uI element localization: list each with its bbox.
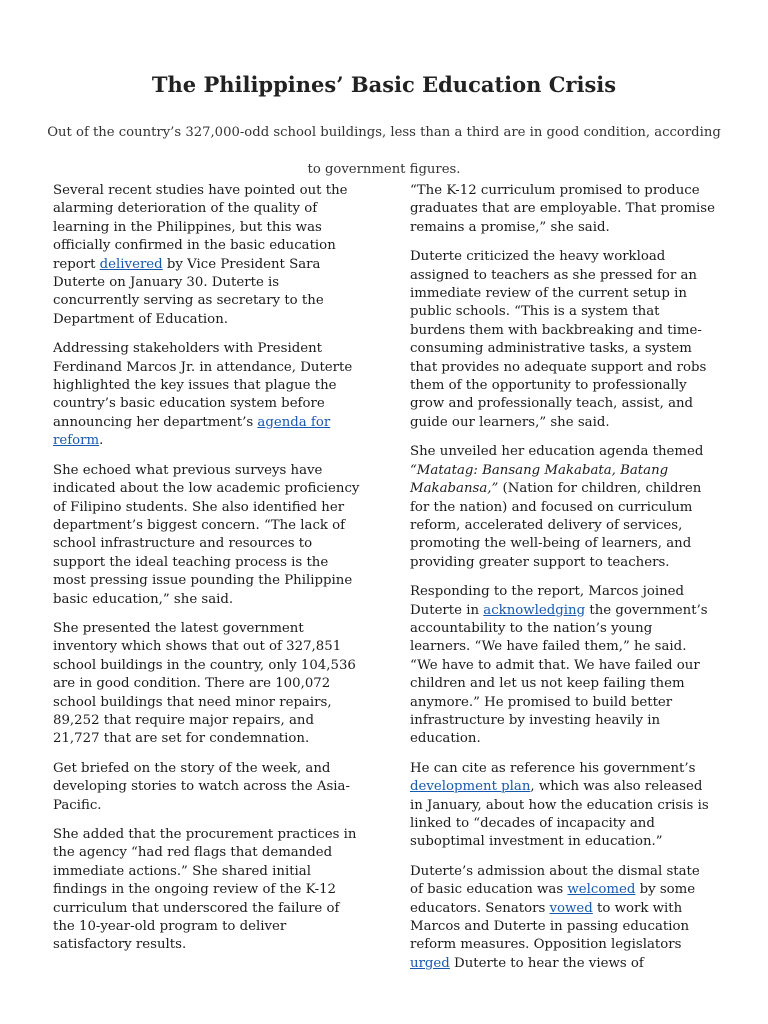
paragraph: “The K-12 curriculum promised to produce graduates that are employable. That promise remains a promise,” she said.: [410, 183, 715, 235]
paragraph-text: Several recent studies have pointed out the alarming deterioration of the quality of learning in the Philippines, but this was officially confirmed in the basic education report: [53, 183, 348, 272]
paragraph: She presented the latest government inventory which shows that out of 327,851 school buildings in the country, only 104,536 are in good condition. There are 100,072 school buildings that need minor repairs, 89,252 that require major repairs, and 21,727 that are set for condemnation.: [53, 620, 356, 747]
article-subtitle: Out of the country’s 327,000-odd school buildings, less than a third are in good condition, according to government figures.: [47, 125, 721, 177]
delivered-link[interactable]: delivered: [99, 256, 163, 272]
right-column: [410, 182, 715, 984]
paragraph-text: She unveiled her education agenda themed: [410, 444, 704, 460]
acknowledging-link[interactable]: acknowledging: [483, 602, 586, 618]
paragraph-text: Duterte’s admission about the dismal state of basic education was: [410, 863, 700, 898]
paragraph: Duterte criticized the heavy workload assigned to teachers as she pressed for an immediate review of the current setup in public schools. “This is a system that burdens them with backbreaking and time-consuming administrative tasks, a system that provides no adequate support and robs them of the opportunity to professionally grow and professionally teach, assist, and guide our learners,” she said.: [410, 249, 707, 430]
paragraph: She added that the procurement practices in the agency “had red flags that demanded immediate actions.” She shared initial findings in the ongoing review of the K-12 curriculum that underscored the failure of the 10-year-old program to deliver satisfactory results.: [53, 827, 357, 953]
urged-link[interactable]: urged: [410, 955, 450, 971]
welcomed-link[interactable]: welcomed: [567, 882, 636, 898]
agenda-for-reform-link[interactable]: agenda for reform: [53, 414, 331, 449]
paragraph: [53, 182, 361, 329]
paragraph-text: to work with Marcos and Duterte in passing education reform measures. Opposition legislators: [410, 900, 690, 953]
paragraph-text: (Nation for children, children for the nation) and focused on curriculum reform, accelerated delivery of services, promoting the well-being of learners, and providing greater support to teachers.: [410, 481, 702, 570]
paragraph-text: , which was also released in January, about how the education crisis is linked to “decades of incapacity and suboptimal investment in education.”: [410, 779, 709, 850]
development-plan-link[interactable]: development plan: [410, 779, 531, 795]
paragraph-text: He can cite as reference his government’s: [410, 760, 696, 776]
paragraph-text: the government’s accountability to the nation’s young learners. “We have failed them,” he said. “We have to admit that. We have failed our children and let us not keep failing them anymore.” He promised to build better infrastructure by investing heavily in education.: [410, 602, 708, 747]
vowed-link[interactable]: vowed: [549, 900, 593, 916]
left-column: [53, 182, 361, 966]
paragraph-text: Responding to the report, Marcos joined Duterte in: [410, 584, 685, 618]
paragraph: [410, 760, 715, 852]
article-title: The Philippines’ Basic Education Crisis: [151, 72, 617, 97]
newsletter-blurb: Get briefed on the story of the week, and developing stories to watch across the Asia-Pacific.: [53, 760, 350, 813]
paragraph-text: by some educators. Senators: [410, 882, 696, 916]
paragraph: [410, 583, 715, 749]
paragraph-text: .: [99, 433, 104, 449]
paragraph: [410, 443, 715, 572]
paragraph-text: by Vice President Sara Duterte on January 30. Duterte is concurrently serving as secretary to the Department of Education.: [53, 256, 324, 327]
paragraph-text: Addressing stakeholders with President Ferdinand Marcos Jr. in attendance, Duterte highlighted the key issues that plague the country’s basic education system before announcing her department’s: [53, 341, 353, 430]
paragraph-text: Duterte to hear the views of: [449, 955, 644, 971]
paragraph: [53, 340, 361, 450]
paragraph: [410, 863, 715, 973]
paragraph: She echoed what previous surveys have indicated about the low academic proficiency of Filipino students. She also identified her department’s biggest concern. “The lack of school infrastructure and resources to support the ideal teaching process is the most pressing issue pounding the Philippine basic education,” she said.: [53, 462, 360, 607]
agenda-theme: “Matatag: Bansang Makabata, Batang Makabansa,”: [410, 462, 669, 497]
